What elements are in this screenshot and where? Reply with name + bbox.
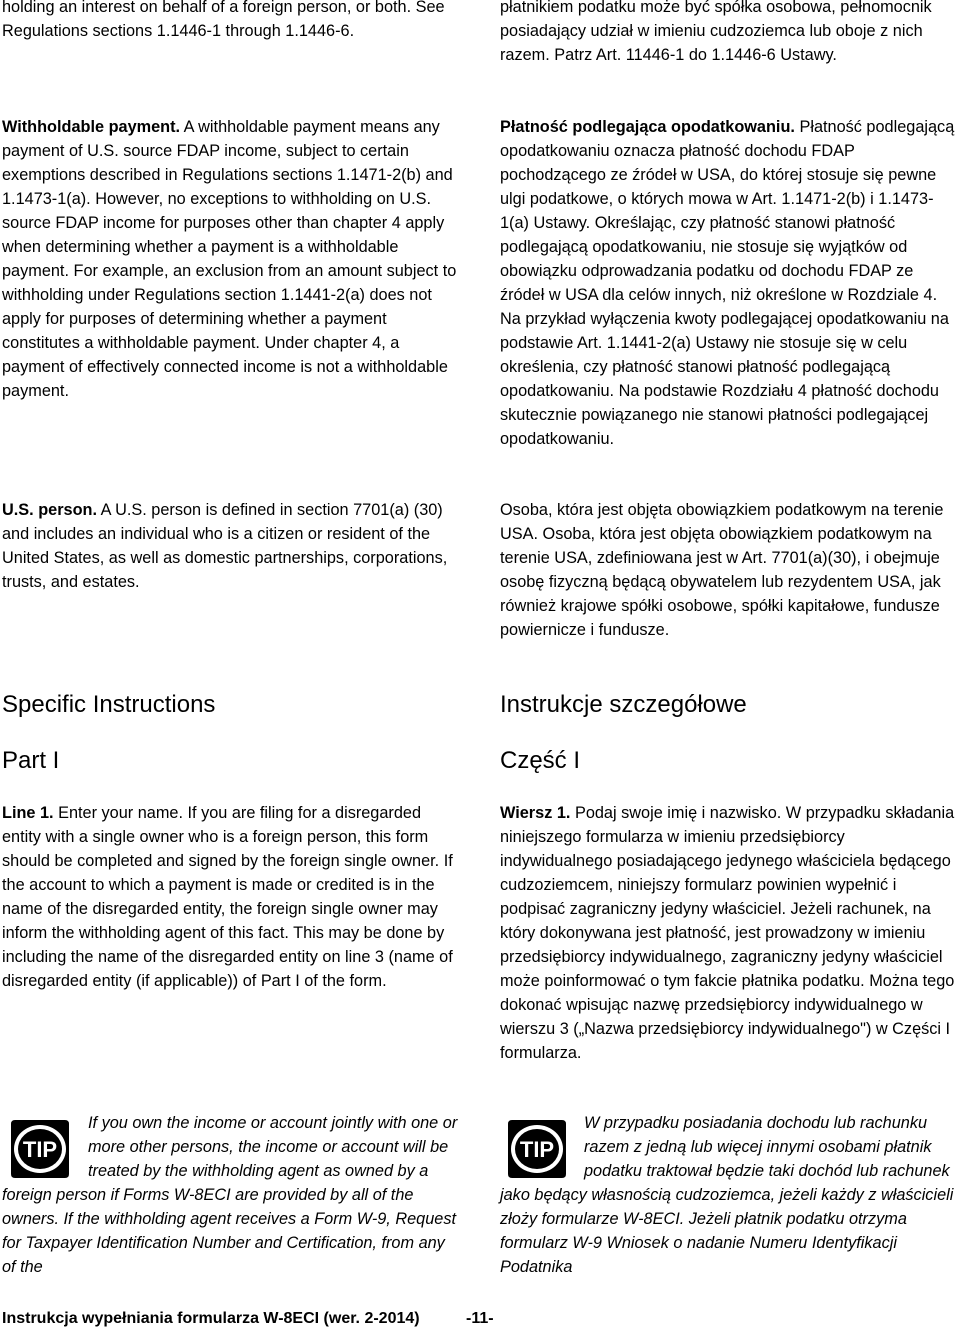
page-footer [2,1310,494,1328]
specific-instructions-heading-en: Specific Instructions [2,691,216,718]
line1-term-pl: Wiersz 1. [500,804,571,822]
tip-text-en: If you own the income or account jointly with one or more other persons, the income or account will be treated by the withholding agent as owned by a foreign person if Forms W-8ECI are provided by all of the owners. If the withholding agent receives a Form W-9, Request for Taxpayer Identification Number and Certification, from any of the [2,1114,458,1276]
usperson-paragraph-pl [500,498,958,642]
svg-text:TIP: TIP [519,1137,555,1162]
tip-paragraph-en [2,1111,460,1279]
withholdable-term-pl: Płatność podlegająca opodatkowaniu. [500,118,795,136]
specific-instructions-heading-pl: Instrukcje szczegółowe [500,691,747,718]
withholdable-body: A withholdable payment means any payment of U.S. source FDAP income, subject to certain exemptions described in Regulations sections 1.1471-2(b) and 1.1473-1(a). However, no exceptions to withholding on U.S. source FDAP income for purposes other than chapter 4 apply when determining whether a payment is a withholdable payment. For example, an exclusion from an amount subject to withholding under Regulations section 1.1441-2(a) does not apply for purposes of determining whether a payment constitutes a withholdable payment. Under chapter 4, a payment of effectively connected income is not a withholdable payment. [2,118,457,400]
usperson-body: A U.S. person is defined in section 7701(a) (30) and includes an individual who is a citizen or resident of the United States, as well as domestic partnerships, corporations, trusts, and estates. [2,501,448,591]
tip-text-pl: W przypadku posiadania dochodu lub rachunku razem z jedną lub więcej innymi osobami płatnik podatku traktował będzie taki dochód lub rachunek jako będący własnością cudzoziemca, jeżeli każdy z właścicieli złoży formularze W-8ECI. Jeżeli płatnik podatku otrzyma formularz W-9 Wniosek o nadanie Numeru Identyfikacji Podatnika [500,1114,954,1276]
withholdable-body-pl: Płatność podlegającą opodatkowaniu oznacza płatność dochodu FDAP pochodzącego ze źródeł w USA, do której stosuje się pewne ulgi podatkowe, o których mowa w Art. 1.1471-2(b) i 1.1473-1(a) Ustawy. Określając, czy płatność stanowi płatność podlegającą opodatkowaniu, nie stosuje się wyjątków od obowiązku odprowadzania podatku od dochodu FDAP ze źródeł w USA dla celów innych, niż określone w Rozdziale 4. Na przykład wyłączenia kwoty podlegającej opodatkowaniu na podstawie Art. 1.1441-2(a) Ustawy nie stosuje się w celu określenia, czy płatność stanowi płatność podlegającą opodatkowaniu. Na podstawie Rozdziału 4 płatność dochodu skutecznie powiązanego nie stanowi płatności podlegającej opodatkowaniu. [500,118,955,448]
tip-paragraph-pl [500,1111,958,1279]
part-heading-en: Part I [2,747,60,774]
svg-text:TIP: TIP [22,1137,58,1162]
line1-body-pl: Podaj swoje imię i nazwisko. W przypadku składania niniejszego formularza w imieniu przedsiębiorcy indywidualnego posiadającego jedynego właściciela będącego cudzoziemcem, niniejszy formularz powinien wypełnić i podpisać zagraniczny jedyny właściciel. Jeżeli rachunek, na który dokonywana jest płatność, jest prowadzony w imieniu przedsiębiorcy indywidualnego, zagraniczny jedyny właściciel może poinformować o tym fakcie płatnika podatku. Można tego dokonać wpisując nazwę przedsiębiorcy indywidualnego w wierszu 3 („Nazwa przedsiębiorcy indywidualnego") w Części I formularza. [500,804,955,1062]
footer-title: Instrukcja wypełniania formularza W-8ECI (wer. 2-2014) [2,1310,420,1327]
line1-paragraph-pl [500,801,958,1065]
usperson-paragraph-en [2,498,460,594]
usperson-term: U.S. person. [2,501,97,519]
line1-term: Line 1. [2,804,54,822]
page-number: -11- [466,1310,494,1327]
withholdable-paragraph-en [2,115,460,403]
intro-text: holding an interest on behalf of a foreign person, or both. See Regulations sections 1.1446-1 through 1.1446-6. [2,0,445,40]
line1-paragraph-en [2,801,460,993]
line1-body: Enter your name. If you are filing for a disregarded entity with a single owner who is a foreign person, this form should be completed and signed by the foreign single owner. If the account to which a payment is made or credited is in the name of the disregarded entity, the foreign single owner may inform the withholding agent of this fact. This may be done by including the name of the disregarded entity on line 3 (name of disregarded entity (if applicable)) of Part I of the form. [2,804,453,990]
intro-paragraph-en [2,0,460,43]
usperson-body-pl: Osoba, która jest objęta obowiązkiem podatkowym na terenie USA. Osoba, która jest objęta obowiązkiem podatkowym na terenie USA, zdefiniowana jest w Art. 7701(a)(30), i obejmuje osobę fizyczną będącą obywatelem lub rezydentem USA, jak również krajowe spółki osobowe, spółki kapitałowe, fundusze powiernicze i fundusze. [500,501,944,639]
intro-text-pl: płatnikiem podatku może być spółka osobowa, pełnomocnik posiadający udział w imieniu cudzoziemca lub oboje z nich razem. Patrz Art. 11446-1 do 1.1446-6 Ustawy. [500,0,932,64]
part-heading-pl: Część I [500,747,581,774]
withholdable-term: Withholdable payment. [2,118,181,136]
withholdable-paragraph-pl [500,115,958,451]
intro-paragraph-pl [500,0,958,67]
